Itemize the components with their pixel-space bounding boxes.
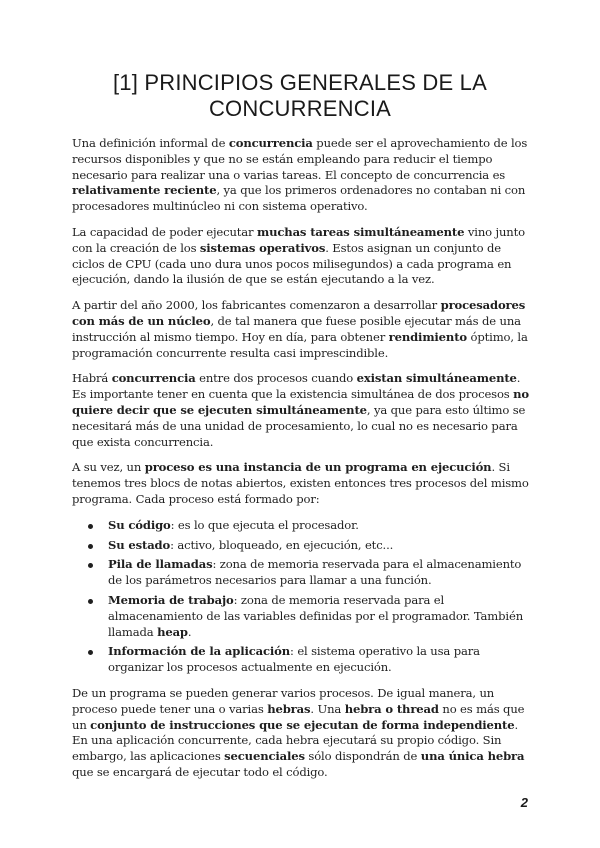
text-run: entre dos procesos cuando [195, 371, 357, 386]
bold-term: sistemas operativos [199, 240, 326, 255]
process-components-list [72, 518, 530, 676]
body-text [72, 136, 530, 791]
bold-term: una única hebra [420, 749, 525, 764]
paragraph-6 [72, 686, 530, 781]
paragraph-5 [72, 460, 530, 507]
text-run: A su vez, un [72, 460, 145, 475]
bullet-text: : activo, bloqueado, en ejecución, etc... [170, 537, 394, 552]
text-run: . Estos asignan un conjunto de ciclos de CPU (cada uno dura unos pocos milisegundos) a cada programa en ejecución, dando la ilusión de que se están ejecutando a la vez. [72, 240, 512, 287]
bullet-label: Memoria de trabajo [108, 592, 234, 607]
bold-term: hebras [267, 701, 311, 716]
bold-term: rendimiento [388, 329, 467, 344]
bold-term: relativamente reciente [72, 183, 217, 198]
title-line-2: CONCURRENCIA [208, 96, 392, 121]
text-run: De un programa se pueden generar varios procesos. De igual manera, un proceso puede tener una o varias [72, 685, 495, 716]
section-title [60, 70, 540, 122]
bullet-text: : el sistema operativo la usa para organizar los procesos actualmente en ejecución. [108, 644, 480, 675]
bullet-label: Información de la aplicación [108, 644, 291, 659]
bold-term: hebra o thread [344, 701, 439, 716]
bold-term: concurrencia [228, 136, 313, 150]
text-run: . Una [310, 701, 345, 716]
bold-term: proceso es una instancia de un programa en ejecución [144, 460, 492, 475]
text-run: puede ser el aprovechamiento de los recursos disponibles y que no se están empleando para reducir el tiempo necesario para realizar una o varias tareas. El concepto de concurrencia es [72, 136, 528, 182]
text-run: , ya que para esto último se necesitará más de una unidad de procesamiento, lo cual no es necesario para que exista concurrencia. [72, 402, 526, 449]
title-line-1: [1] PRINCIPIOS GENERALES DE LA [112, 70, 487, 95]
page-number: 2 [520, 795, 528, 810]
text-run: no es más que un [72, 701, 525, 732]
text-run: sólo dispondrán de [304, 749, 421, 764]
list-item [72, 538, 530, 554]
text-run: Una definición informal de [72, 136, 229, 150]
bullet-text: : es lo que ejecuta el procesador. [170, 517, 359, 532]
list-item [72, 518, 530, 534]
bold-term: concurrencia [111, 371, 196, 386]
bullet-label: Su estado [108, 537, 171, 552]
list-item [72, 593, 530, 640]
bold-term: procesadores con más de un núcleo [72, 298, 526, 328]
bullet-icon [88, 524, 93, 529]
text-run: Habrá [72, 371, 112, 386]
list-item [72, 644, 530, 676]
bold-term: muchas tareas simultáneamente [256, 224, 465, 239]
text-run: vino junto con la creación de los [72, 224, 525, 255]
text-run: . [187, 624, 192, 639]
bold-term: no quiere decir que se ejecuten simultáneamente [72, 387, 530, 417]
bullet-text: : zona de memoria reservada para el almacenamiento de los parámetros necesarios para llamar a una función. [108, 557, 522, 588]
text-run: La capacidad de poder ejecutar [72, 224, 257, 239]
bullet-label: Su código [108, 517, 171, 532]
list-item [72, 557, 530, 589]
bold-term: secuenciales [224, 749, 305, 764]
bullet-icon [88, 650, 93, 655]
text-run: . Si tenemos tres blocs de notas abiertos, existen entonces tres procesos del mismo programa. Cada proceso está formado por: [72, 460, 529, 506]
text-run: , ya que los primeros ordenadores no contaban ni con procesadores multinúcleo ni con sistema operativo. [72, 183, 526, 214]
text-run: . En una aplicación concurrente, cada hebra ejecutará su propio código. Sin embargo, las aplicaciones [72, 717, 519, 764]
text-run: óptimo, la programación concurrente resulta casi imprescindible. [72, 329, 528, 360]
bold-term: existan simultáneamente [356, 371, 517, 386]
bold-term: heap [157, 624, 188, 639]
paragraph-2 [72, 225, 530, 288]
paragraph-4 [72, 371, 530, 450]
bullet-icon [88, 544, 93, 549]
text-run: A partir del año 2000, los fabricantes comenzaron a desarrollar [72, 298, 441, 313]
paragraph-1 [72, 136, 530, 215]
text-run: que se encargará de ejecutar todo el código. [72, 764, 328, 779]
bullet-icon [88, 563, 93, 568]
text-run: . Es importante tener en cuenta que la existencia simultánea de dos procesos [72, 371, 521, 402]
text-run: , de tal manera que fuese posible ejecutar más de una instrucción al mismo tiempo. Hoy en día, para obtener [72, 313, 521, 344]
paragraph-3 [72, 298, 530, 361]
bold-term: conjunto de instrucciones que se ejecutan de forma independiente [90, 717, 515, 732]
bullet-icon [88, 599, 93, 604]
bullet-label: Pila de llamadas [108, 557, 213, 572]
bullet-text: : zona de memoria reservada para el almacenamiento de las variables definidas por el programador. También llamada [108, 592, 524, 639]
